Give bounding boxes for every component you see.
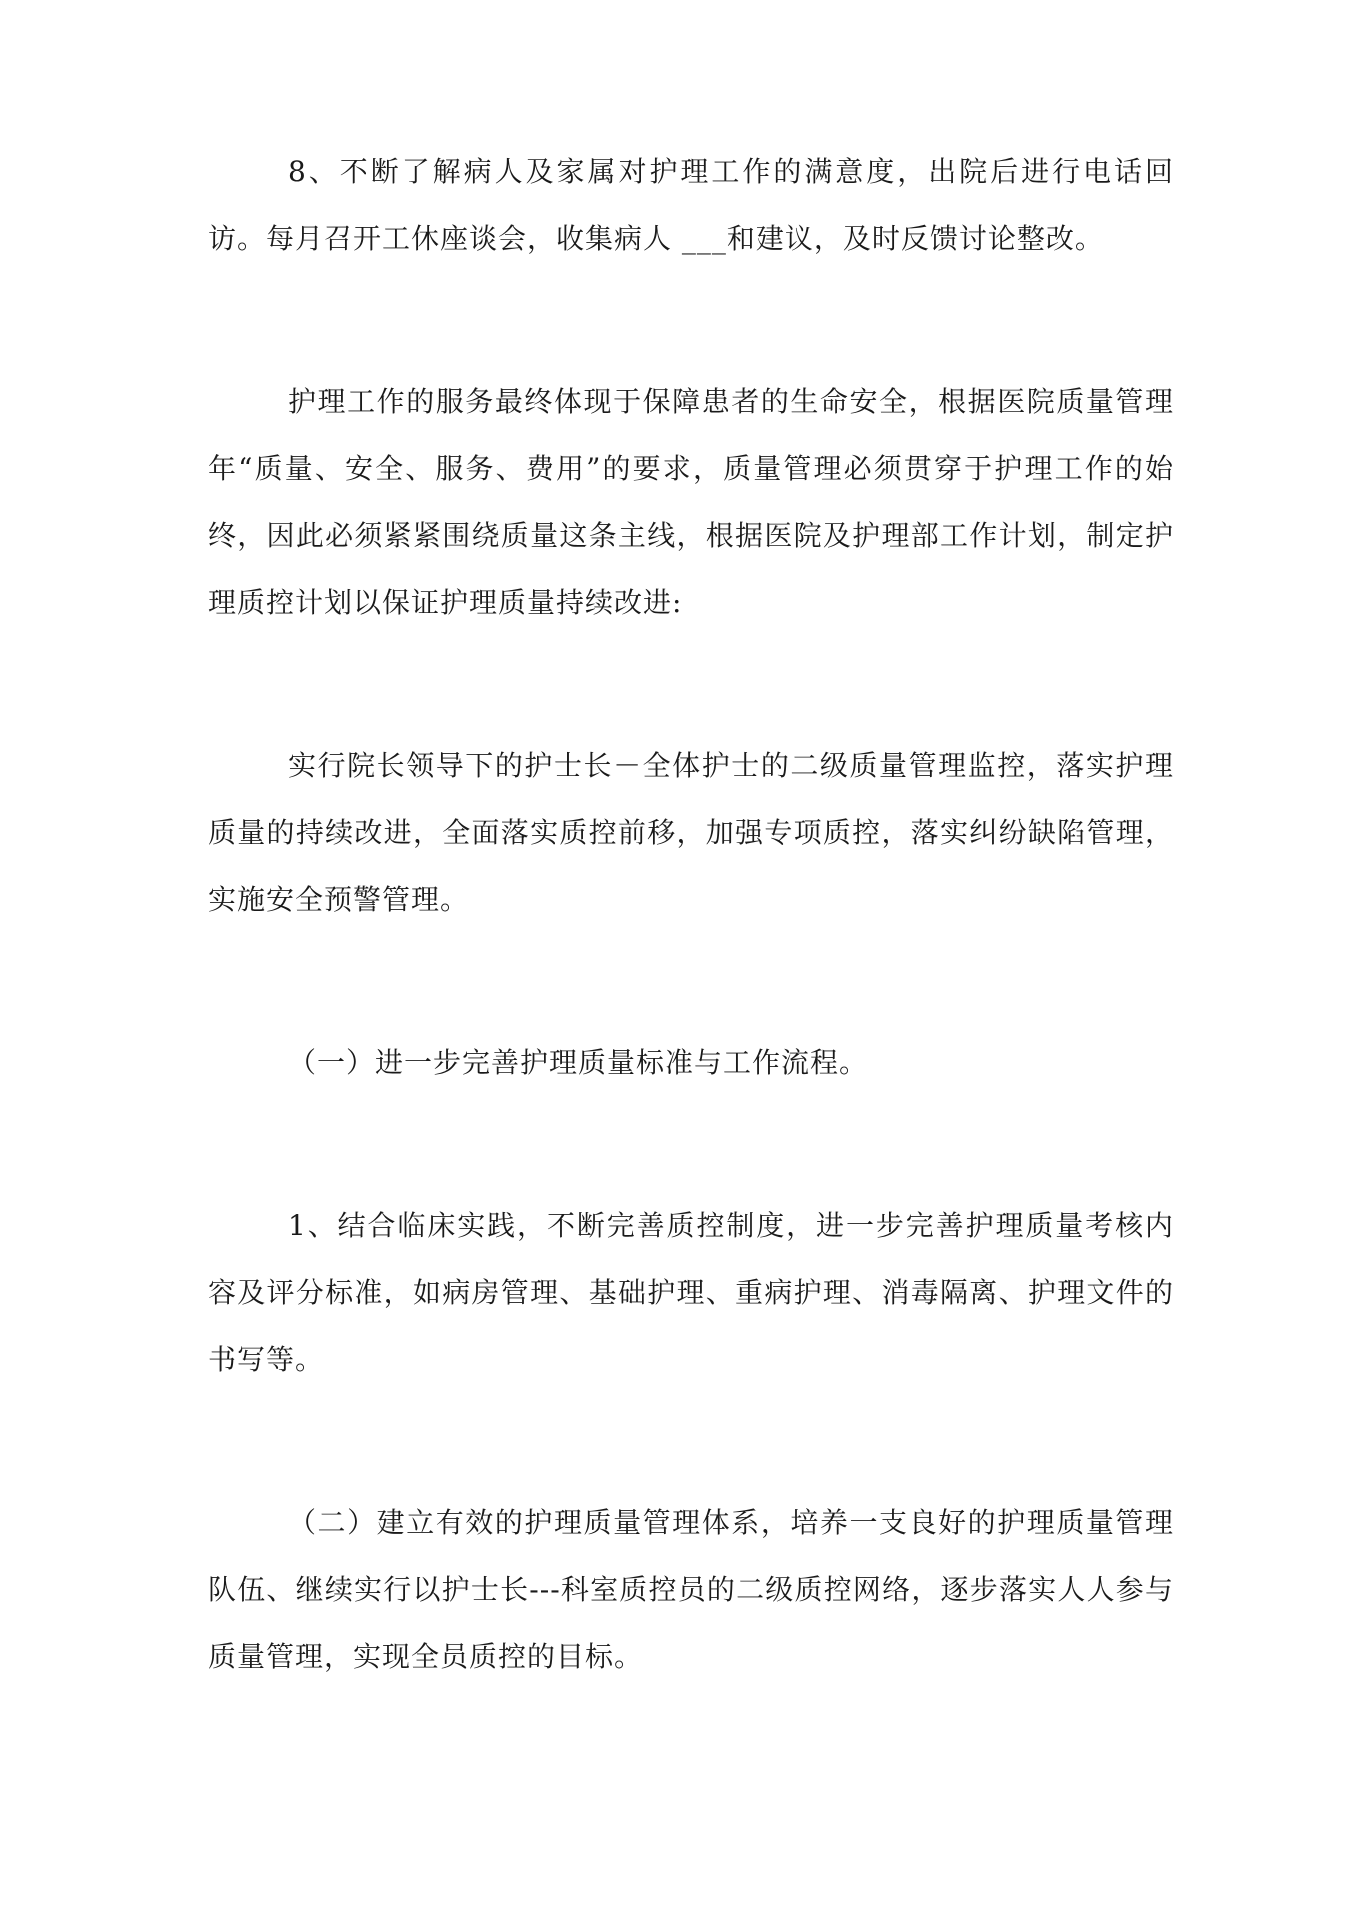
paragraph-quality-management-intro: 护理工作的服务最终体现于保障患者的生命安全，根据医院质量管理年“质量、安全、服务、费用”的要求，质量管理必须贯穿于护理工作的始终，因此必须紧紧围绕质量这条主线，根据医院及护理部工作计划，制定护理质控计划以保证护理质量持续改进: xyxy=(208,385,1174,619)
section-heading-standards: （一）进一步完善护理质量标准与工作流程。 xyxy=(288,1046,869,1079)
paragraph-satisfaction-followup: 8、不断了解病人及家属对护理工作的满意度，出院后进行电话回访。每月召开工休座谈会，收集病人 ___和建议，及时反馈讨论整改。 xyxy=(208,155,1174,255)
paragraph-quality-control-system: 1、结合临床实践，不断完善质控制度，进一步完善护理质量考核内容及评分标准，如病房管理、基础护理、重病护理、消毒隔离、护理文件的书写等。 xyxy=(208,1209,1174,1376)
section-heading-management-system: （二）建立有效的护理质量管理体系，培养一支良好的护理质量管理队伍、继续实行以护士长---科室质控员的二级质控网络，逐步落实人人参与质量管理，实现全员质控的目标。 xyxy=(208,1506,1174,1673)
paragraph-two-level-monitoring: 实行院长领导下的护士长－全体护士的二级质量管理监控，落实护理质量的持续改进，全面落实质控前移，加强专项质控，落实纠纷缺陷管理，实施安全预警管理。 xyxy=(208,749,1174,916)
document-body xyxy=(208,138,1174,1690)
